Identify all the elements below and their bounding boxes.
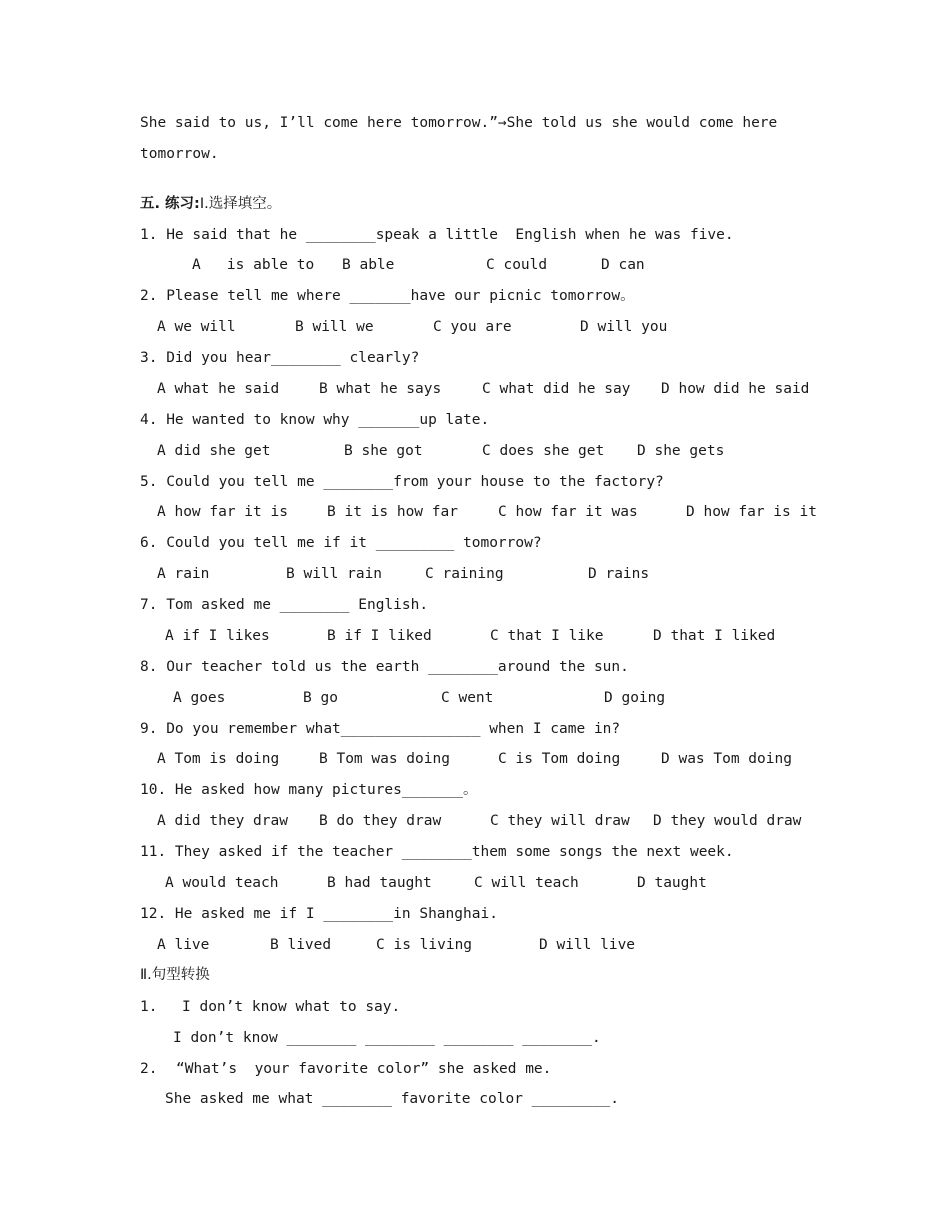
question-9-option-b: B Tom was doing bbox=[319, 751, 450, 767]
question-4-option-b: B she got bbox=[344, 443, 423, 459]
question-2-option-b: B will we bbox=[295, 319, 374, 335]
question-4-option-c: C does she get bbox=[482, 443, 605, 459]
question-5-option-c: C how far it was bbox=[498, 504, 638, 520]
question-1-option-b: B able bbox=[342, 257, 395, 273]
question-10-option-b: B do they draw bbox=[319, 813, 442, 829]
question-1-option-d: D can bbox=[601, 257, 645, 273]
transform-2-answer: She asked me what ________ favorite color _________. bbox=[165, 1091, 619, 1107]
intro-line-1: She said to us, I’ll come here tomorrow.”→She told us she would come here bbox=[140, 115, 778, 131]
question-4-option-a: A did she get bbox=[157, 443, 271, 459]
question-2-stem: 2. Please tell me where _______have our picnic tomorrow。 bbox=[140, 288, 635, 304]
question-10-option-d: D they would draw bbox=[653, 813, 802, 829]
question-5-option-b: B it is how far bbox=[327, 504, 458, 520]
question-8-option-c: C went bbox=[441, 690, 494, 706]
question-3-option-a: A what he said bbox=[157, 381, 280, 397]
question-7-option-d: D that I liked bbox=[653, 628, 776, 644]
question-2-option-c: C you are bbox=[433, 319, 512, 335]
question-3-option-c: C what did he say bbox=[482, 381, 631, 397]
question-6-option-c: C raining bbox=[425, 566, 504, 582]
transform-1-answer: I don’t know ________ ________ ________ ________. bbox=[173, 1030, 601, 1046]
question-9-option-d: D was Tom doing bbox=[661, 751, 792, 767]
question-6-option-b: B will rain bbox=[286, 566, 383, 582]
question-3-stem: 3. Did you hear________ clearly? bbox=[140, 350, 420, 366]
question-10-option-a: A did they draw bbox=[157, 813, 288, 829]
question-12-stem: 12. He asked me if I ________in Shanghai. bbox=[140, 906, 498, 922]
question-1-option-a: A is able to bbox=[192, 257, 315, 273]
question-7-option-c: C that I like bbox=[490, 628, 604, 644]
section-2-heading: Ⅱ.句型转换 bbox=[140, 967, 210, 983]
question-11-option-d: D taught bbox=[637, 875, 707, 891]
question-9-option-a: A Tom is doing bbox=[157, 751, 280, 767]
question-2-option-a: A we will bbox=[157, 319, 236, 335]
question-8-option-b: B go bbox=[303, 690, 338, 706]
question-7-option-a: A if I likes bbox=[165, 628, 270, 644]
question-11-option-a: A would teach bbox=[165, 875, 279, 891]
section-5-heading bbox=[140, 194, 281, 214]
transform-2-sentence: “What’s your favorite color” she asked me. bbox=[176, 1061, 552, 1077]
question-12-option-c: C is living bbox=[376, 937, 473, 953]
question-9-stem: 9. Do you remember what________________ when I came in? bbox=[140, 721, 621, 737]
section-5-subtitle: Ⅰ.选择填空。 bbox=[199, 196, 282, 212]
question-1-stem: 1. He said that he ________speak a little English when he was five. bbox=[140, 227, 734, 243]
question-10-option-c: C they will draw bbox=[490, 813, 630, 829]
question-9-option-c: C is Tom doing bbox=[498, 751, 621, 767]
question-11-stem: 11. They asked if the teacher ________them some songs the next week. bbox=[140, 844, 734, 860]
question-11-option-b: B had taught bbox=[327, 875, 432, 891]
question-6-stem: 6. Could you tell me if it _________ tomorrow? bbox=[140, 535, 542, 551]
question-1-option-c: C could bbox=[486, 257, 548, 273]
intro-line-2: tomorrow. bbox=[140, 146, 219, 162]
question-8-option-a: A goes bbox=[173, 690, 226, 706]
question-4-stem: 4. He wanted to know why _______up late. bbox=[140, 412, 490, 428]
question-4-option-d: D she gets bbox=[637, 443, 725, 459]
question-2-option-d: D will you bbox=[580, 319, 668, 335]
question-7-stem: 7. Tom asked me ________ English. bbox=[140, 597, 429, 613]
question-11-option-c: C will teach bbox=[474, 875, 579, 891]
question-3-option-b: B what he says bbox=[319, 381, 442, 397]
question-10-stem: 10. He asked how many pictures_______。 bbox=[140, 782, 478, 798]
question-8-option-d: D going bbox=[604, 690, 666, 706]
question-6-option-d: D rains bbox=[588, 566, 650, 582]
question-12-option-b: B lived bbox=[270, 937, 332, 953]
transform-1-number: 1. bbox=[140, 999, 158, 1015]
question-3-option-d: D how did he said bbox=[661, 381, 810, 397]
question-8-stem: 8. Our teacher told us the earth ________around the sun. bbox=[140, 659, 629, 675]
question-5-option-a: A how far it is bbox=[157, 504, 288, 520]
question-5-option-d: D how far is it bbox=[686, 504, 817, 520]
transform-2-number: 2. bbox=[140, 1061, 158, 1077]
question-12-option-a: A live bbox=[157, 937, 210, 953]
question-6-option-a: A rain bbox=[157, 566, 210, 582]
question-12-option-d: D will live bbox=[539, 937, 636, 953]
section-5-label: 五. 练习: bbox=[140, 196, 200, 212]
question-5-stem: 5. Could you tell me ________from your house to the factory? bbox=[140, 474, 664, 490]
transform-1-sentence: I don’t know what to say. bbox=[182, 999, 401, 1015]
question-7-option-b: B if I liked bbox=[327, 628, 432, 644]
